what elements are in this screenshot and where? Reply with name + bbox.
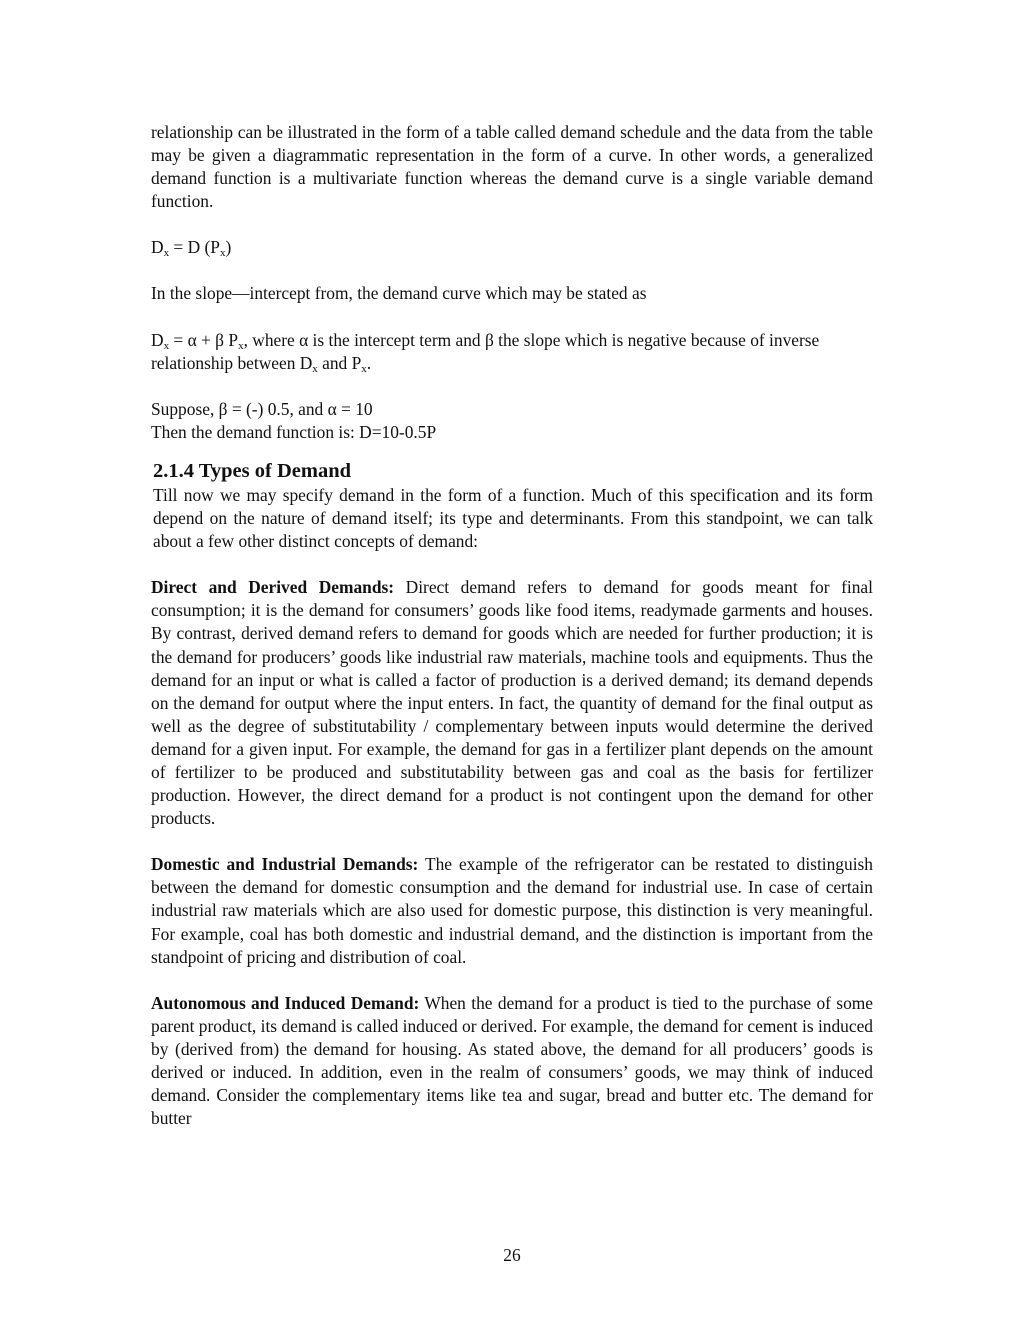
formula2-part-3: , where α is the intercept term and β the slope which is negative because of inverse relationship between D (151, 329, 820, 373)
formula2-part-5: . (366, 352, 372, 373)
direct-derived-term: Direct and Derived Demands: (151, 577, 395, 598)
domestic-industrial-term: Domestic and Industrial Demands: (151, 854, 419, 875)
autonomous-induced-paragraph (151, 992, 873, 1131)
formula2-sub-2: x (238, 339, 244, 352)
slope-intercept-line: In the slope—intercept from, the demand curve which may be stated as (151, 283, 647, 304)
formula-lhs-subscript: x (163, 247, 170, 260)
intro-paragraph: relationship can be illustrated in the form of a table called demand schedule and the data from the table may be given a diagrammatic representation in the form of a curve. In other words, a generalized demand function is a multivariate function whereas the demand curve is a single variable demand function. (151, 122, 873, 212)
autonomous-induced-term: Autonomous and Induced Demand: (151, 992, 420, 1013)
formula2-part-1: D (151, 329, 164, 350)
formula-middle: = D (P (169, 237, 220, 258)
section-intro-paragraph: Till now we may specify demand in the form of a function. Much of this specification and its form depend on the nature of demand itself; its type and determinants. From this standpoint, we can talk about a few other distinct concepts of demand: (153, 484, 873, 552)
formula2-part-2: = α + β P (169, 329, 239, 350)
linear-demand-formula (151, 329, 873, 375)
direct-derived-text: Direct demand refers to demand for goods meant for final consumption; it is the demand for consumers’ goods like food items, readymade garments and houses. By contrast, derived demand refers to demand for goods which are needed for further production; it is the demand for producers’ goods like industrial raw materials, machine tools and equipments. Thus the demand for an input or what is called a factor of production is a derived demand; its demand depends on the demand for output where the input enters. In fact, the quantity of demand for the final output as well as the degree of substitutability / complementary between inputs would determine the derived demand for a given input. For example, the demand for gas in a fertilizer plant depends on the amount of fertilizer to be produced and substitutability between gas and coal as the basis for fertilizer production. However, the direct demand for a product is not contingent upon the demand for other products. (151, 577, 873, 829)
formula2-part-4: and P (317, 352, 362, 373)
section-heading: 2.1.4 Types of Demand (153, 459, 351, 482)
formula-rhs-subscript: x (219, 247, 226, 260)
demand-curve-formula (151, 236, 873, 259)
formula2-sub-1: x (163, 339, 170, 352)
direct-derived-paragraph (151, 576, 873, 830)
formula-end: ) (225, 237, 232, 258)
demand-function-line: Then the demand function is: D=10-0.5P (151, 421, 437, 442)
page-number: 26 (503, 1245, 521, 1265)
domestic-industrial-text: The example of the refrigerator can be restated to distinguish between the demand for domestic consumption and the demand for industrial use. In case of certain industrial raw materials which are also used for domestic purpose, this distinction is very meaningful. For example, coal has both domestic and industrial demand, and the distinction is important from the standpoint of pricing and distribution of coal. (151, 854, 873, 967)
suppose-line: Suppose, β = (-) 0.5, and α = 10 (151, 398, 373, 419)
formula-lhs-symbol: D (151, 237, 164, 258)
autonomous-induced-text: When the demand for a product is tied to the purchase of some parent product, its demand is called induced or derived. For example, the demand for cement is induced by (derived from) the demand for housing. As stated above, the demand for all producers’ goods is derived or induced. In addition, even in the realm of consumers’ goods, we may think of induced demand. Consider the complementary items like tea and sugar, bread and butter etc. The demand for butter (151, 992, 874, 1129)
domestic-industrial-paragraph (151, 853, 873, 968)
document-page (151, 121, 873, 1130)
formula2-sub-3: x (312, 362, 318, 375)
formula2-sub-4: x (361, 362, 367, 375)
